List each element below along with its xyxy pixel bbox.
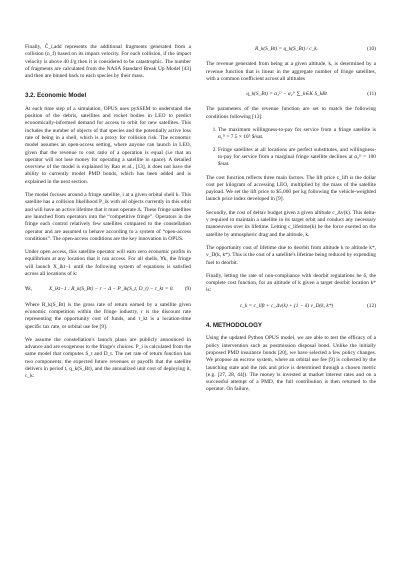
paragraph: Where R_k(S_Bt) is the gross rate of return earned by a satellite given economic competition within the fringe industry, r is the discount rate representing the opportunity cost of funds, and τ_kt is a location-time specific tax rate, or orbital use fee [9]. (25, 301, 191, 330)
paragraph: Secondly, the cost of deltav budget given a given altitude c_Δv(k). This delta-v required to maintain a satellite in its target orbit and conduct any necessary manoeuvres over its lifetime. Letting c_lifetime(k) be the force exerted on the satellite by atmospheric drag and the altitude, k. (206, 209, 376, 238)
equation-number: (11) (367, 91, 376, 98)
list-item: 1. The maximum willingness-to-pay for service from a fringe satellite is α₁ᴰ = 7.5 × 10⁵ $/sat. (218, 127, 376, 142)
section-heading: 3.2. Economic Model (25, 92, 87, 100)
paragraph: Under open access, this satellite operator will earn zero economic profits in equilibrium at any location that it can access. For all shells, ∀k, the fringe will launch X_ikt−1 until the following system of equations is satisfied across all locations of k: (25, 249, 191, 278)
equation-lhs: ∀k, (25, 286, 32, 293)
equation-9 (25, 286, 191, 293)
equation-body: X_ikt−1 : R_k(S_Bt) − r − Δ − P_ik(S_t, D_t) − τ_kt = 0. (48, 286, 174, 293)
list-item: 2. Fringe satellites at all locations are perfect substitutes, and willingness-to-pay for service from a marginal fringe satellite declines at α₂ᴰ = 100 $/sat. (218, 147, 376, 169)
paragraph: The cost function reflects three main factors. The lift price c_lift is the dollar cost per kilogram of accessing LEO, multiplied by the mass of the satellite payload. We set the lift price to $5,000 per kg following the vehicle-weighted launch price index developed in [9]. (206, 174, 376, 203)
paragraph: Using the updated Python OPUS model, we are able to test the efficacy of a policy intervention such as postmission disposal bond. Unlike the initially proposed PMD insurance bonds [20], we have selected a few policy changes. We propose an escrow system, where an orbital use fee [9] is collected by the launching state and the risk and price is determined through a chosen metric (e.g. [27, 28, 44]). The money is invested at market interest rates and on a successful attempt of a PMD, the full contribution is then returned to the operator. On failure, (206, 335, 376, 393)
condition-list (206, 127, 376, 168)
paragraph: The revenue generated from being at a given altitude, k, is determined by a revenue function that is linear in the aggregate number of fringe satellites, with a common coefficient across all altitudes (206, 61, 376, 82)
paragraph: Finally, letting the rate of non-compliance with deorbit regulations be δ, the complete cost function, for an altitude of k given a target deorbit location k* is: (206, 272, 376, 294)
equation-number: (9) (184, 286, 191, 293)
section-heading: 4. METHODOLOGY (206, 322, 263, 330)
right-column (206, 44, 376, 400)
paragraph: At each time step of a simulation, OPUS uses pySSEM to understand the position of the debris, satellites and rocket bodies in LEO to predict economically-informed demand for access to orbit for new satellites. This includes the number of objects of that species and the potentially active loss rate of being in a shell, which is a proxy for collision risk. The economic model assumes an open-access setting, where anyone can launch in LEO, given that the revenue to cost ratio of a operation is equal (i.e that an operator will not lose money for operating a satellite in space). A detailed overview of the model is explained by Rao et al., [13], it does not have the ability to currently model PMD bonds, which has been added and is explained in the next section. (25, 105, 191, 185)
paragraph: The model focuses around a fringe satellite, i at a given orbital shell k. This satellite has a collision likelihood P_ik with all objects currently in this orbit and will have an active lifetime that it must operate Δ. These fringe satellites are launched from operators into the “competitive fringe”. Operators in the fringe each control relatively few satellites compared to the constellation operator and are assumed to behave according to a system of “open-access conditions”. The open-access conditions are the key innovation in OPUS. (25, 192, 191, 242)
paragraph: The parameters of the revenue function are set to match the following conditions following [13]: (206, 106, 376, 120)
equation-number: (12) (367, 302, 376, 309)
paragraph: We assume the constellation's launch plans are publicly announced in advance and are exogenous to the fringe's choices. P_i is calculated from the same model that computes S_t and D_t. The net rate of return function has two components: the expected future revenues or payoffs that the satellite delivers in period t, q_k(S_Bt), and the annualized unit cost of deploying it, c_k: (25, 336, 191, 380)
equation-body: c_k = c_lift + c_Δv(k) + (1 − δ) v_D(k, k*) (239, 302, 334, 309)
paragraph: Finally, Ĉ_i,add represents the additional fragments generated from a collision (n_f) based on its impact velocity. For each collision, if the impact velocity is above 40 J/g then it is considered to be catastrophic. The number of fragments are calculated from the NASA Standard Break Up Model [43] and then are binned back to each species by their mass. (25, 44, 191, 80)
equation-10 (206, 46, 376, 53)
paragraph: The opportunity cost of lifetime due to deorbit from altitude k to altitude k*, v_D(k, k*). This is the cost of a satellite's lifetime being reduced by expending fuel to deorbit. (206, 244, 376, 266)
equation-body: R_k(S_Bt) = q_k(S_Bt) / c_k. (254, 46, 319, 52)
equation-number: (10) (367, 46, 376, 52)
equation-12 (206, 303, 376, 310)
left-column (25, 44, 191, 387)
equation-11 (206, 91, 376, 98)
equation-body: q_k(S_Bt) = α₁ᴰ − α₂ᴰ ∑_k∈K S_kBt (246, 91, 327, 98)
